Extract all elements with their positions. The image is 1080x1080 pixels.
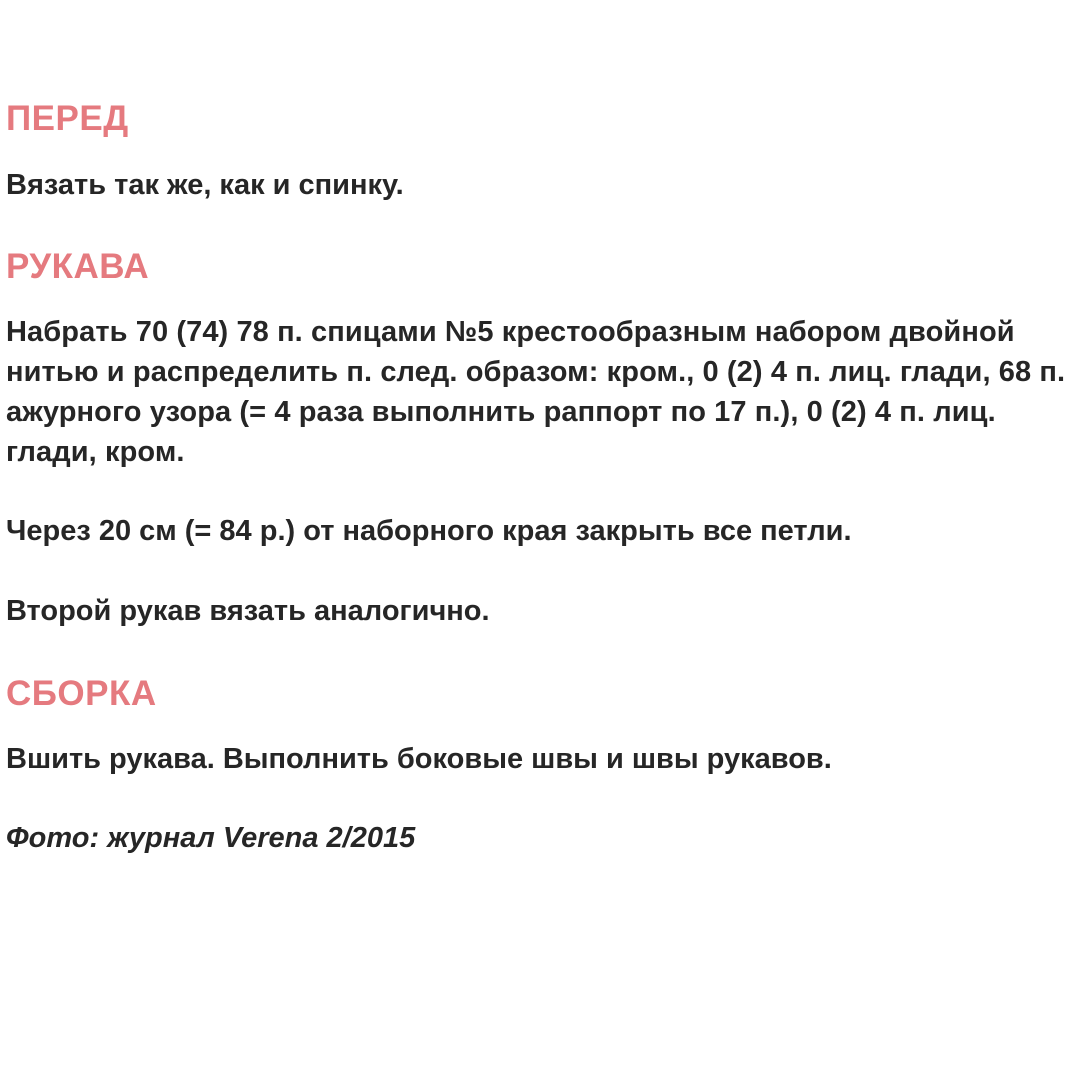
front-heading: ПЕРЕД: [6, 99, 129, 138]
sleeves-paragraph-bind-off: Через 20 см (= 84 р.) от наборного края закрыть все петли.: [6, 515, 852, 547]
photo-credit: Фото: журнал Verena 2/2015: [6, 822, 416, 854]
sleeves-paragraph-cast-on: Набрать 70 (74) 78 п. спицами №5 крестообразным набором двойной нитью и распределить п. след. образом: кром., 0 (2) 4 п. лиц. глади, 68 п. ажурного узора (= 4 раза выполнить раппорт по 17 п.), 0 (2) 4 п. лиц. глади, кром.: [6, 316, 1066, 468]
assembly-heading: СБОРКА: [6, 674, 157, 713]
sleeves-heading: РУКАВА: [6, 247, 150, 286]
sleeves-paragraph-second-sleeve: Второй рукав вязать аналогично.: [6, 595, 490, 627]
assembly-text: Вшить рукава. Выполнить боковые швы и швы рукавов.: [6, 743, 832, 775]
front-text: Вязать так же, как и спинку.: [6, 169, 404, 201]
